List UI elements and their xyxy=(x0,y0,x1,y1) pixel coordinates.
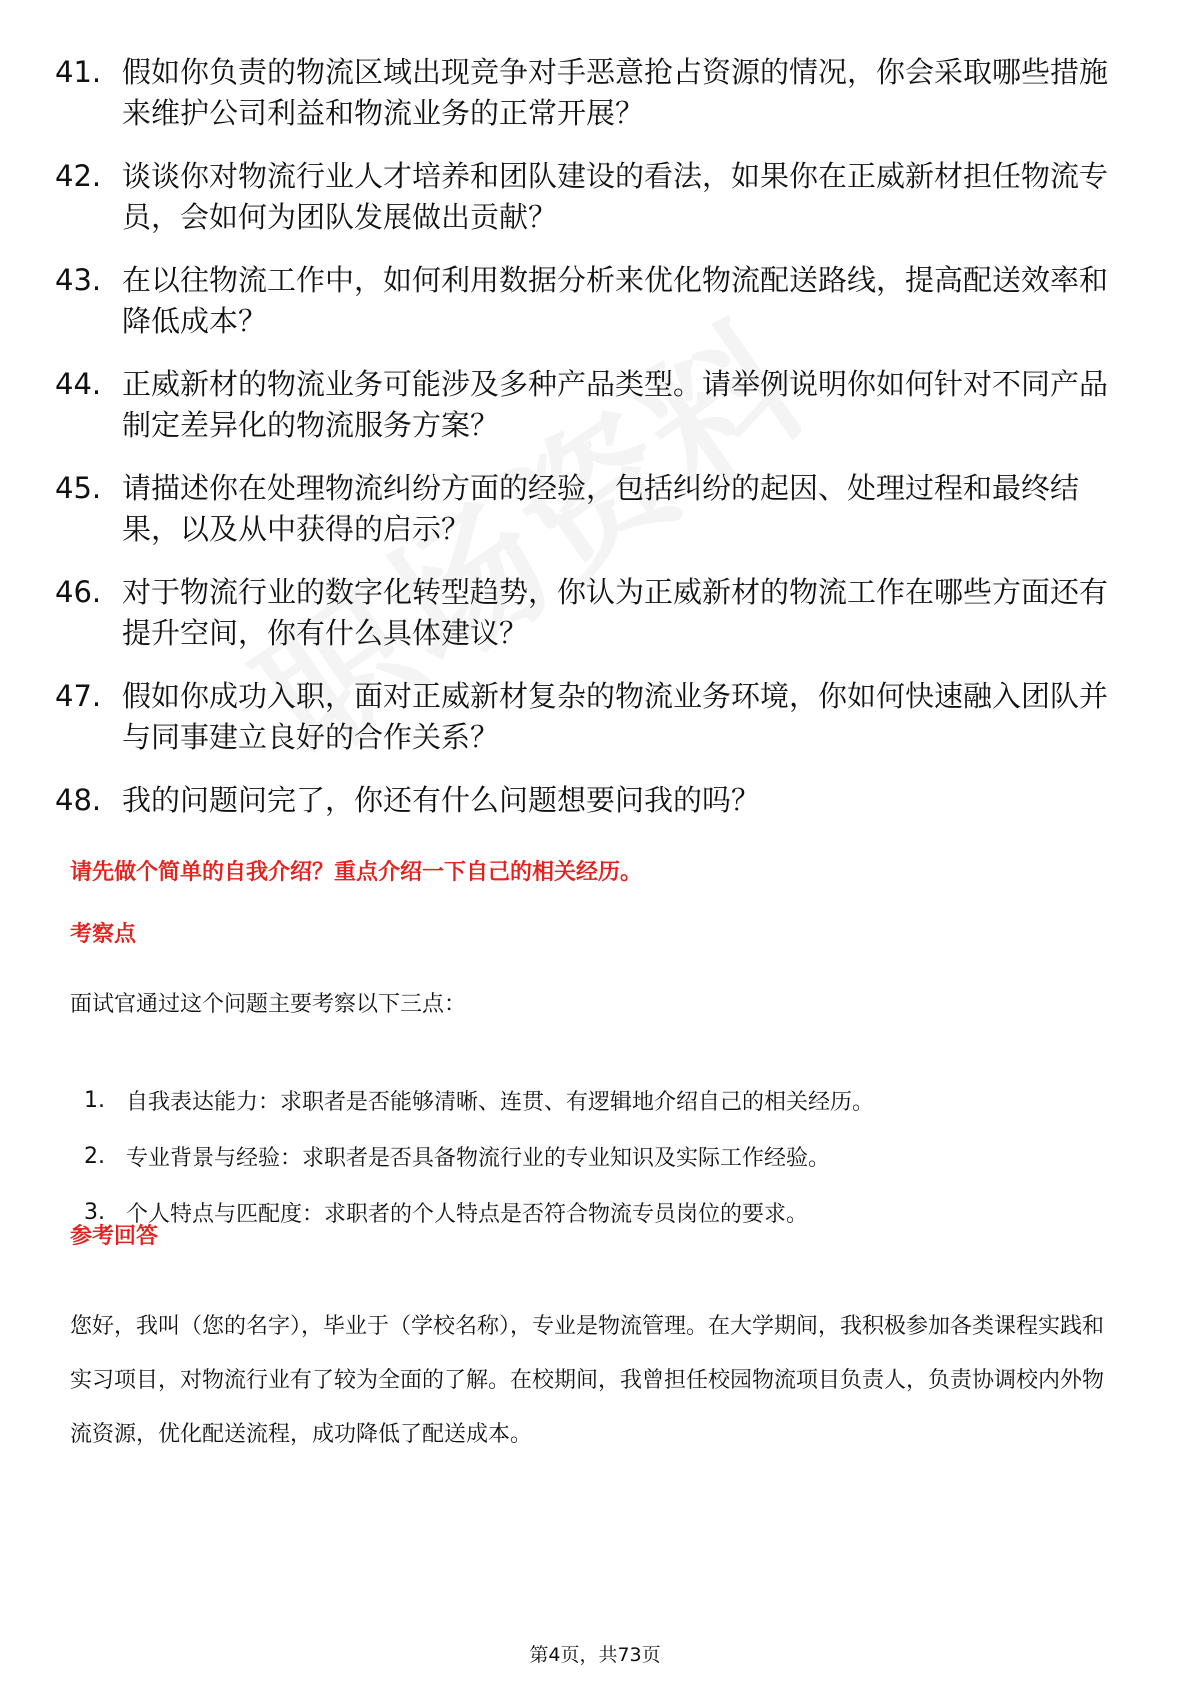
question-text: 请描述你在处理物流纠纷方面的经验，包括纠纷的起因、处理过程和最终结果，以及从中获得的启示？ xyxy=(122,471,1080,546)
point-text: 自我表达能力：求职者是否能够清晰、连贯、有逻辑地介绍自己的相关经历。 xyxy=(126,1089,875,1115)
question-number: 42. xyxy=(55,159,102,193)
question-text: 我的问题问完了，你还有什么问题想要问我的吗？ xyxy=(122,783,761,817)
question-number: 45. xyxy=(55,471,102,505)
highlight-question: 请先做个简单的自我介绍？重点介绍一下自己的相关经历。 xyxy=(70,860,643,885)
point-text: 专业背景与经验：求职者是否具备物流行业的专业知识及实际工作经验。 xyxy=(126,1145,831,1171)
question-number: 48. xyxy=(55,783,102,817)
question-text: 正威新材的物流业务可能涉及多种产品类型。请举例说明你如何针对不同产品制定差异化的物流服务方案？ xyxy=(122,367,1109,442)
point-item xyxy=(84,1128,874,1184)
evaluation-points xyxy=(84,1072,874,1240)
section-heading-cankao: 参考回答 xyxy=(70,1224,159,1249)
question-item xyxy=(55,676,1135,758)
point-number: 3. xyxy=(84,1199,105,1225)
question-item xyxy=(55,468,1135,550)
point-item xyxy=(84,1184,874,1240)
question-number: 44. xyxy=(55,367,102,401)
question-item xyxy=(55,260,1135,342)
point-number: 1. xyxy=(84,1087,105,1113)
question-text: 谈谈你对物流行业人才培养和团队建设的看法，如果你在正威新材担任物流专员，会如何为团队发展做出贡献？ xyxy=(122,159,1109,234)
question-item xyxy=(55,364,1135,446)
question-item xyxy=(55,780,1135,821)
question-text: 在以往物流工作中，如何利用数据分析来优化物流配送路线，提高配送效率和降低成本？ xyxy=(122,263,1109,338)
point-number: 2. xyxy=(84,1143,105,1169)
question-item xyxy=(55,572,1135,654)
question-number: 43. xyxy=(55,263,102,297)
intro-text: 面试官通过这个问题主要考察以下三点： xyxy=(70,992,467,1017)
page-footer: 第4页，共73页 xyxy=(529,1644,661,1666)
question-number: 47. xyxy=(55,679,102,713)
section-heading-kaochadian: 考察点 xyxy=(70,922,137,947)
answer-paragraph: 您好，我叫（您的名字），毕业于（学校名称），专业是物流管理。在大学期间，我积极参加各类课程实践和实习项目，对物流行业有了较为全面的了解。在校期间，我曾担任校园物流项目负责人，负责协调校内外物流资源，优化配送流程，成功降低了配送成本。 xyxy=(70,1314,1105,1447)
question-text: 假如你负责的物流区域出现竞争对手恶意抢占资源的情况，你会采取哪些措施来维护公司利益和物流业务的正常开展？ xyxy=(122,55,1109,130)
question-item xyxy=(55,156,1135,238)
question-list xyxy=(55,52,1135,843)
point-item xyxy=(84,1072,874,1128)
question-text: 假如你成功入职，面对正威新材复杂的物流业务环境，你如何快速融入团队并与同事建立良好的合作关系？ xyxy=(122,679,1109,754)
question-text: 对于物流行业的数字化转型趋势，你认为正威新材的物流工作在哪些方面还有提升空间，你有什么具体建议？ xyxy=(122,575,1109,650)
point-text: 个人特点与匹配度：求职者的个人特点是否符合物流专员岗位的要求。 xyxy=(126,1201,809,1227)
question-number: 46. xyxy=(55,575,102,609)
question-item xyxy=(55,52,1135,134)
question-number: 41. xyxy=(55,55,102,89)
